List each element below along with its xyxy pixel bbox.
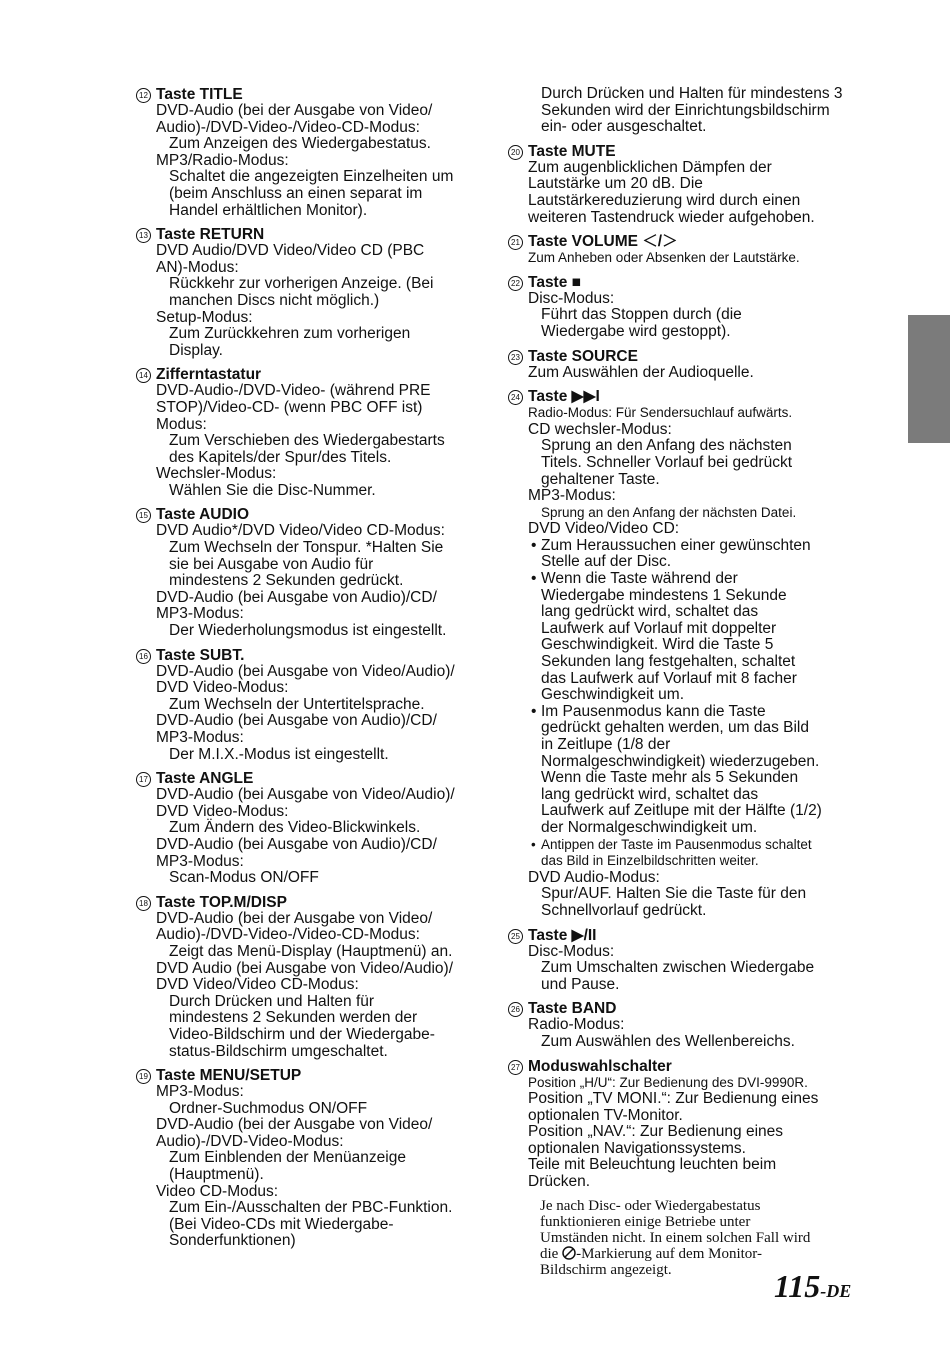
bullet-text: Geschwindigkeit. Wird die Taste 5 [541, 636, 774, 654]
entry-line: Wiedergabe wird gestoppt). [541, 322, 731, 340]
bullet-line [508, 770, 860, 787]
bullet-line [508, 803, 860, 820]
item-number-icon: 22 [508, 276, 523, 291]
entry-line: Wählen Sie die Disc-Nummer. [169, 481, 376, 499]
bullet-text: Im Pausenmodus kann die Taste [541, 702, 766, 720]
entry-title: Taste TOP.M/DISP [156, 893, 287, 911]
entry-line: Zum augenblicklichen Dämpfen der [528, 158, 772, 176]
entry-line: Titels. Schneller Vorlauf bei gedrückt [541, 453, 792, 471]
bullet-text: Wiedergabe mindestens 1 Sekunde [541, 586, 787, 604]
entry-15 [136, 506, 486, 639]
bullet-text: Laufwerk auf Vorlauf mit doppelter [541, 619, 777, 637]
entry-line: Position „H/U“: Zur Bedienung des DVI-9990R. [528, 1074, 808, 1090]
bullet-line [508, 588, 860, 605]
entry-12 [136, 86, 486, 219]
bullet-text: Antippen der Taste im Pausenmodus schaltet [541, 836, 812, 852]
entry-line: DVD-Audio (bei Ausgabe von Audio)/CD/ [156, 712, 437, 730]
entry-title: Taste SUBT. [156, 646, 245, 664]
entry-line: MP3-Modus: [156, 1083, 244, 1101]
bullet-line [508, 737, 860, 754]
bullet-text: lang gedrückt wird, schaltet das [541, 603, 759, 621]
bullet-line [508, 687, 860, 704]
note-line: Je nach Disc- oder Wiedergabestatus [540, 1197, 761, 1214]
entry-line: Video-Bildschirm und der Wiedergabe- [169, 1025, 435, 1043]
entry-line: mindestens 2 Sekunden gedrückt. [169, 572, 404, 590]
entry-line: Zum Umschalten zwischen Wiedergabe [541, 959, 815, 977]
entry-26 [508, 1000, 860, 1050]
entry-27 [508, 1058, 860, 1191]
entry-line: MP3-Modus: [156, 852, 244, 870]
page-number-value: 115 [774, 1268, 821, 1304]
entry-line: Schaltet die angezeigten Einzelheiten um [169, 168, 454, 186]
entry-title: Taste TITLE [156, 86, 243, 103]
entry-line: optionalen TV-Monitor. [528, 1106, 683, 1124]
entry-title: Taste MUTE [528, 142, 616, 160]
item-number-icon: 14 [136, 368, 151, 383]
item-number-icon: 25 [508, 929, 523, 944]
entry-line: Wechsler-Modus: [156, 465, 277, 483]
bullet-line [508, 554, 860, 571]
entry-line: DVD Video-Modus: [156, 679, 289, 697]
bullet-text: Normalgeschwindigkeit) wiederzugeben. [541, 752, 820, 770]
note-text: -Markierung auf dem Monitor- [576, 1245, 762, 1262]
bullet-text: Wenn die Taste während der [541, 570, 738, 588]
entry-line: Zum Zurückkehren zum vorherigen [169, 325, 411, 343]
entry-20 [508, 143, 860, 226]
bullet-line [508, 720, 860, 737]
bullet-line [508, 637, 860, 654]
bullet-icon: • [531, 536, 537, 554]
entry-title: Moduswahlschalter [528, 1057, 672, 1075]
entry-line: Führt das Stoppen durch (die [541, 306, 742, 324]
note-line: funktionieren einige Betriebe unter [540, 1213, 751, 1230]
entry-title: Taste SOURCE [528, 347, 638, 365]
entry-line: Durch Drücken und Halten für [169, 992, 375, 1010]
bullet-line [508, 654, 860, 671]
entry-line: Display. [169, 341, 223, 359]
entry-line: manchen Discs nicht möglich.) [169, 291, 380, 309]
entry-title: Taste ▶▶I [528, 388, 600, 406]
entry-title: Taste ANGLE [156, 770, 254, 788]
entry-title: Taste RETURN [156, 226, 265, 244]
item-number-icon: 17 [136, 772, 151, 787]
bullet-text: das Laufwerk auf Vorlauf mit 8 facher [541, 669, 797, 687]
bullet-text: der Normalgeschwindigkeit um. [541, 818, 758, 836]
entry-22 [508, 274, 860, 341]
entry-line: optionalen Navigationssystems. [528, 1139, 746, 1157]
entry-line: (Bei Video-CDs mit Wiedergabe- [169, 1215, 394, 1233]
item-number-icon: 24 [508, 390, 523, 405]
entry-25 [508, 927, 860, 994]
entry-line: Zum Verschieben des Wiedergabestarts [169, 432, 445, 450]
entry-line: Schnellvorlauf gedrückt. [541, 901, 707, 919]
entry-line: Lautstärkereduzierung wird durch einen [528, 191, 801, 209]
entry-line: Zum Anzeigen des Wiedergabestatus. [169, 135, 431, 153]
entry-line: Zum Wechseln der Untertitelsprache. [169, 695, 425, 713]
note-line: Umständen nicht. In einem solchen Fall wird [540, 1229, 811, 1246]
entry-line: DVD Audio*/DVD Video/Video CD-Modus: [156, 522, 445, 540]
item-number-icon: 15 [136, 508, 151, 523]
entry-line: und Pause. [541, 975, 620, 993]
bullet-icon: • [531, 836, 536, 852]
entry-line: Audio)-/DVD-Video-Modus: [156, 1132, 344, 1150]
bullet-line [508, 837, 860, 854]
right-column [508, 86, 860, 1278]
entry-13 [136, 226, 486, 359]
entry-line: Lautstärke um 20 dB. Die [528, 175, 703, 193]
entry-16 [136, 647, 486, 764]
entry-line: MP3-Modus: [528, 487, 616, 505]
entry-line: Disc-Modus: [528, 942, 615, 960]
entry-line: DVD-Audio (bei Ausgabe von Audio)/CD/ [156, 835, 437, 853]
page-number-suffix: -DE [820, 1281, 852, 1301]
entry-23 [508, 348, 860, 382]
entry-line: MP3-Modus: [156, 729, 244, 746]
bullet-line [508, 754, 860, 771]
bullet-text: Wenn die Taste mehr als 5 Sekunden [541, 769, 799, 787]
entry-line: Video CD-Modus: [156, 1182, 279, 1200]
bullet-text: das Bild in Einzelbildschritten weiter. [541, 853, 759, 869]
item-number-icon: 23 [508, 350, 523, 365]
entry-title: Zifferntastatur [156, 366, 262, 384]
bullet-line [508, 621, 860, 638]
entry-line: DVD-Audio (bei Ausgabe von Video/Audio)/ [156, 786, 455, 804]
bullet-line [508, 538, 860, 555]
entry-line: Audio)-/DVD-Video-/Video-CD-Modus: [156, 926, 420, 944]
entry-line: Drücken. [528, 1173, 591, 1191]
bullet-text: Geschwindigkeit um. [541, 686, 685, 704]
page-number [774, 1268, 851, 1305]
entry-line: AN)-Modus: [156, 258, 239, 276]
entry-24 [508, 388, 860, 919]
entry-line: weiteren Tastendruck wieder aufgehoben. [528, 208, 815, 226]
bullet-icon: • [531, 702, 537, 720]
entry-line: MP3/Radio-Modus: [156, 151, 289, 169]
entry-line: Sprung an den Anfang der nächsten Datei. [541, 504, 797, 520]
entry-line: Zum Ändern des Video-Blickwinkels. [169, 819, 421, 837]
entry-line: Position „NAV.“: Zur Bedienung eines [528, 1123, 784, 1141]
entry-line: Der M.I.X.-Modus ist eingestellt. [169, 745, 389, 763]
bullet-line [508, 704, 860, 721]
bullet-text: gedrückt gehalten werden, um das Bild [541, 719, 809, 737]
item-number-icon: 21 [508, 235, 523, 250]
entry-line: Zum Anheben oder Absenken der Lautstärke. [528, 250, 800, 266]
entry-line: STOP)/Video-CD- (wenn PBC OFF ist) [156, 398, 423, 416]
entry-title: Taste AUDIO [156, 506, 250, 524]
item-number-icon: 12 [136, 88, 151, 103]
entry-line: mindestens 2 Sekunden werden der [169, 1009, 418, 1027]
entry-line: sie bei Ausgabe von Audio für [169, 555, 374, 573]
bullet-text: in Zeitlupe (1/8 der [541, 736, 671, 753]
item-number-icon: 18 [136, 896, 151, 911]
entry-line: Zum Wechseln der Tonspur. *Halten Sie [169, 539, 444, 557]
entry-line: Zum Ein-/Ausschalten der PBC-Funktion. [169, 1199, 453, 1217]
entry-21 [508, 233, 860, 267]
bullet-line [508, 853, 860, 870]
item-number-icon: 20 [508, 145, 523, 160]
entry-title: Taste BAND [528, 1000, 617, 1018]
bullet-text: Stelle auf der Disc. [541, 553, 672, 571]
entry-line: (Hauptmenü). [169, 1166, 264, 1184]
note-line: Bildschirm angezeigt. [540, 1261, 672, 1278]
bullet-line [508, 671, 860, 688]
entry-17 [136, 770, 486, 887]
bullet-line [508, 820, 860, 837]
entry-line: DVD Video/Video CD-Modus: [156, 976, 359, 994]
entry-line: Zum Auswählen der Audioquelle. [528, 363, 754, 381]
entry-line: DVD Audio (bei Ausgabe von Video/Audio)/ [156, 959, 453, 977]
bullet-line [508, 787, 860, 804]
bullet-text: Laufwerk auf Zeitlupe mit der Hälfte (1/2) [541, 802, 822, 820]
item-number-icon: 19 [136, 1069, 151, 1084]
item-number-icon: 27 [508, 1060, 523, 1075]
entry-line: DVD-Audio (bei der Ausgabe von Video/ [156, 102, 433, 119]
entry-line: gehaltener Taste. [541, 470, 660, 488]
entry-line: MP3-Modus: [156, 605, 244, 623]
bullet-text: Zum Heraussuchen einer gewünschten [541, 536, 811, 554]
note-paragraph [508, 1198, 860, 1278]
entry-title: Taste ▶/II [528, 926, 597, 944]
continued-line: Sekunden wird der Einrichtungsbildschirm [541, 101, 830, 119]
entry-line: DVD-Audio (bei der Ausgabe von Video/ [156, 909, 433, 927]
entry-line: Position „TV MONI.“: Zur Bedienung eines [528, 1090, 819, 1108]
entry-line: status-Bildschirm umgeschaltet. [169, 1042, 388, 1060]
continued-text [508, 86, 860, 136]
item-number-icon: 26 [508, 1002, 523, 1017]
entry-line: (beim Anschluss an einen separat im [169, 184, 423, 202]
entry-line: DVD Audio-Modus: [528, 868, 660, 886]
entry-line: Audio)-/DVD-Video-/Video-CD-Modus: [156, 118, 420, 136]
prohibited-icon [562, 1246, 576, 1260]
entry-18 [136, 894, 486, 1060]
entry-title: Taste ■ [528, 273, 582, 291]
entry-line: DVD-Audio-/DVD-Video- (während PRE [156, 382, 431, 400]
entry-line: Radio-Modus: Für Sendersuchlauf aufwärts. [528, 405, 793, 421]
entry-14 [136, 366, 486, 499]
left-column [136, 86, 486, 1257]
continued-line: ein- oder ausgeschaltet. [541, 118, 707, 136]
entry-line: DVD-Audio (bei Ausgabe von Audio)/CD/ [156, 588, 437, 606]
note-text: die [540, 1245, 563, 1262]
item-number-icon: 13 [136, 228, 151, 243]
entry-19 [136, 1067, 486, 1250]
bullet-line [508, 604, 860, 621]
note-line [508, 1246, 860, 1262]
entry-line: Zum Einblenden der Menüanzeige [169, 1149, 406, 1167]
entry-line: Teile mit Beleuchtung leuchten beim [528, 1156, 777, 1174]
entry-title: Taste MENU/SETUP [156, 1067, 302, 1085]
entry-title: Taste VOLUME ＜/＞ [528, 233, 678, 251]
entry-line: DVD Video/Video CD: [528, 520, 680, 538]
entry-line: Radio-Modus: [528, 1016, 625, 1034]
bullet-text: Sekunden lang festgehalten, schaltet [541, 653, 796, 671]
entry-line: Zum Auswählen des Wellenbereichs. [541, 1032, 795, 1050]
entry-line: DVD Audio/DVD Video/Video CD (PBC [156, 242, 425, 260]
entry-line: Zeigt das Menü-Display (Hauptmenü) an. [169, 942, 453, 960]
entry-line: Sprung an den Anfang des nächsten [541, 437, 792, 455]
entry-line: des Kapitels/der Spur/des Titels. [169, 448, 392, 466]
entry-line: DVD Video-Modus: [156, 802, 289, 820]
entry-line: DVD-Audio (bei Ausgabe von Video/Audio)/ [156, 662, 455, 680]
bullet-line [508, 571, 860, 588]
entry-line: Spur/AUF. Halten Sie die Taste für den [541, 885, 807, 903]
entry-line: CD wechsler-Modus: [528, 420, 672, 438]
bullet-icon: • [531, 570, 537, 588]
entry-line: Handel erhältlichen Monitor). [169, 201, 368, 219]
entry-line: Ordner-Suchmodus ON/OFF [169, 1099, 368, 1117]
bullet-text: lang gedrückt wird, schaltet das [541, 785, 759, 803]
language-tab-marker [908, 315, 950, 443]
entry-line: Sonderfunktionen) [169, 1232, 296, 1250]
entry-line: Der Wiederholungsmodus ist eingestellt. [169, 622, 447, 640]
entry-line: Setup-Modus: [156, 308, 253, 326]
entry-line: Scan-Modus ON/OFF [169, 869, 319, 887]
item-number-icon: 16 [136, 649, 151, 664]
entry-line: Rückkehr zur vorherigen Anzeige. (Bei [169, 275, 434, 293]
entry-line: Disc-Modus: [528, 289, 615, 307]
entry-line: Modus: [156, 415, 207, 433]
continued-line: Durch Drücken und Halten für mindestens 3 [541, 85, 843, 102]
entry-line: DVD-Audio (bei der Ausgabe von Video/ [156, 1116, 433, 1134]
